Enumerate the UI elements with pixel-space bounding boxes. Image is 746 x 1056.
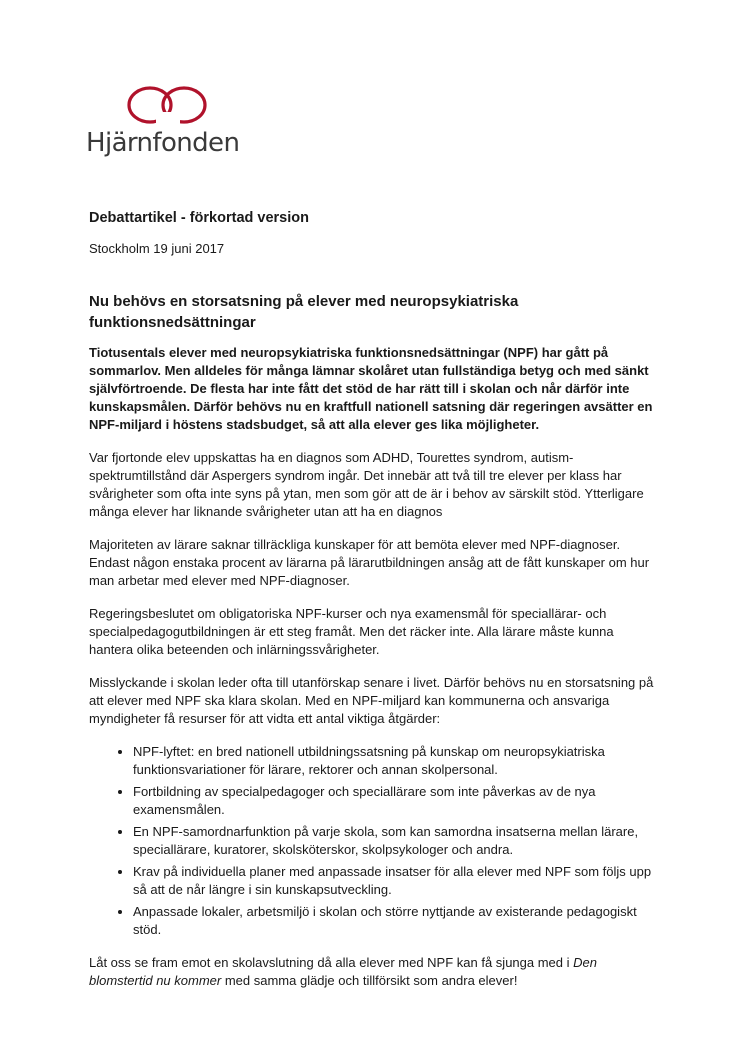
closing-text: Låt oss se fram emot en skolavslutning då alla elever med NPF kan få sjunga med i — [89, 955, 574, 970]
body-paragraph: Regeringsbeslutet om obligatoriska NPF-kurser och nya examensmål för speciallärar- och specialpedagogutbildningen är ett steg framåt. Men det räcker inte. Alla lärare måste kunna hantera olika beteenden och inlärningssvårigheter. — [89, 606, 614, 657]
article-body — [89, 208, 661, 1005]
list-item: • NPF-lyftet: en bred nationell utbildningssatsning på kunskap om neuropsykiatriska funktionsvariationer för lärare, rektorer och annan skolpersonal. — [133, 743, 661, 779]
closing-text: med samma glädje och tillförsikt som andra elever! — [221, 973, 518, 988]
body-paragraph: Var fjortonde elev uppskattas ha en diagnos som ADHD, Tourettes syndrom, autism-spektrumtillstånd där Aspergers syndrom ingår. Det innebär att två till tre elever per klass har svårigheter som ofta inte syns på ytan, men som gör att de är i behov av särskilt stöd. Ytterligare många elever har liknande svårigheter utan att ha en diagnos — [89, 450, 644, 519]
lead-paragraph: Tiotusentals elever med neuropsykiatriska funktionsnedsättningar (NPF) har gått på sommarlov. Men alldeles för många lämnar skolåret utan fullständiga betyg och med sänkt självförtroende. De flesta har inte fått det stöd de har rätt till i skolan och når därför inte kunskapsmålen. Därför behövs nu en kraftfull nationell satsning där regeringen avsätter en NPF-miljard i höstens stadsbudget, så att alla elever ges lika möjligheter. — [89, 345, 653, 432]
body-paragraph: Misslyckande i skolan leder ofta till utanförskap senare i livet. Därför behövs nu en storsatsning på att elever med NPF ska klara skolan. Med en NPF-miljard kan kommunerna och ansvariga myndigheter få resurser för att vidta ett antal viktiga åtgärder: — [89, 675, 654, 726]
body-paragraph: Majoriteten av lärare saknar tillräckliga kunskaper för att bemöta elever med NPF-diagnoser. Endast någon enstaka procent av lärarna på lärarutbildningen ansåg att de fått kunskaper om hur man arbetar med elever med NPF-diagnoser. — [89, 537, 650, 588]
list-item: • En NPF-samordnarfunktion på varje skola, som kan samordna insatserna mellan lärare, speciallärare, kuratorer, skolsköterskor, skolpsykologer och andra. — [133, 823, 661, 859]
dateline: Stockholm 19 juni 2017 — [89, 241, 225, 256]
double-loop-logo-icon — [126, 84, 210, 128]
closing-paragraph — [89, 954, 661, 990]
list-item: • Krav på individuella planer med anpassade insatser för alla elever med NPF som följs upp så att de når längre i sin kunskapsutveckling. — [133, 863, 661, 899]
document-subtitle: Debattartikel - förkortad version — [89, 210, 309, 226]
list-item: • Fortbildning av specialpedagoger och speciallärare som inte påverkas av de nya examensmålen. — [133, 783, 661, 819]
article-headline: Nu behövs en storsatsning på elever med neuropsykiatriska funktionsnedsättningar — [89, 293, 519, 331]
song-title: Den blomstertid nu kommer — [89, 955, 597, 988]
logo-wordmark: Hjärnfonden — [86, 128, 240, 158]
measures-list — [89, 743, 661, 939]
list-item: • Anpassade lokaler, arbetsmiljö i skolan och större nyttjande av existerande pedagogiskt stöd. — [133, 903, 661, 939]
logo — [86, 84, 246, 164]
